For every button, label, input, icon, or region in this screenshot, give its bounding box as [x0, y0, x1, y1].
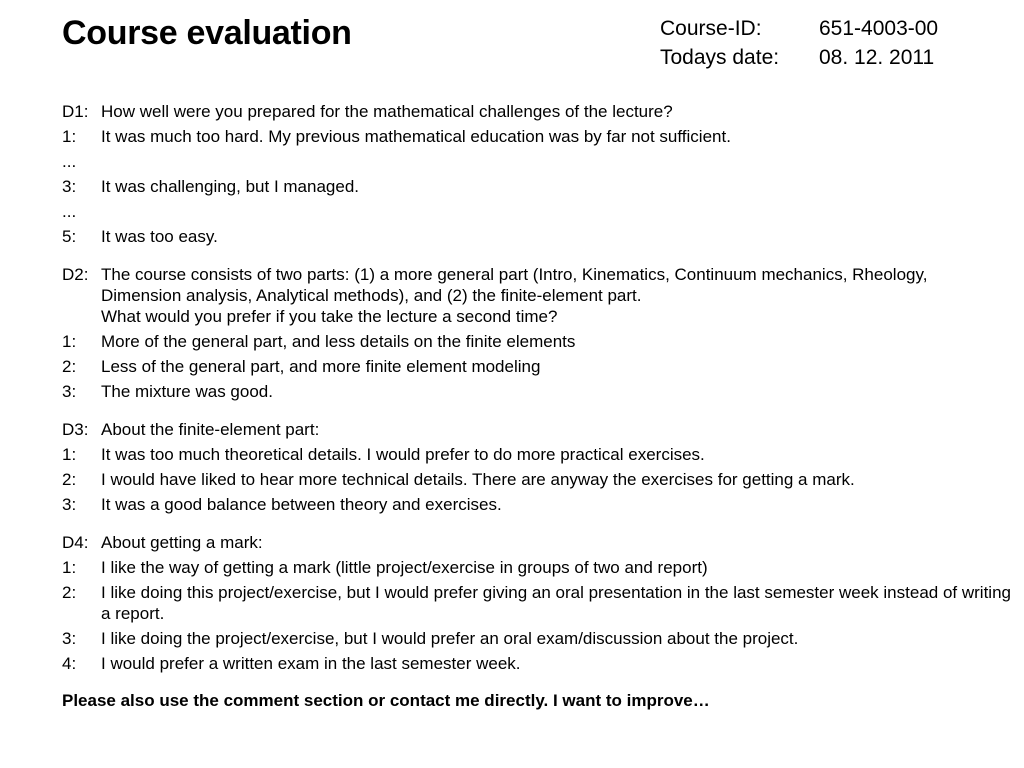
date-label: Todays date: [660, 46, 780, 69]
answer-number: 2: [62, 470, 77, 489]
question-block-d4 [62, 532, 1012, 674]
answer-option [62, 628, 1012, 649]
ellipsis: ... [62, 202, 77, 221]
question-block-d3 [62, 419, 1012, 515]
answer-option [62, 126, 1012, 147]
answer-number: 3: [62, 382, 77, 401]
course-id-value: 651-4003-00 [819, 17, 939, 40]
answer-number: 3: [62, 495, 77, 514]
course-meta [660, 14, 938, 72]
footer-note: Please also use the comment section or contact me directly. I want to improve… [62, 691, 710, 710]
answer-text: It was too much theoretical details. I would prefer to do more practical exercises. [101, 445, 705, 464]
ellipsis: ... [62, 152, 77, 171]
course-id-label: Course-ID: [660, 17, 762, 40]
question-number: D1: [62, 102, 89, 121]
answer-option [62, 444, 1012, 465]
evaluation-content [62, 101, 1012, 711]
answer-number: 3: [62, 177, 77, 196]
question-number: D3: [62, 420, 89, 439]
answer-text: It was challenging, but I managed. [101, 177, 359, 196]
question-d3 [62, 419, 1012, 440]
answer-text: I would prefer a written exam in the last semester week. [101, 654, 521, 673]
answer-option [62, 653, 1012, 674]
answer-text: It was a good balance between theory and exercises. [101, 495, 502, 514]
answer-number: 2: [62, 357, 77, 376]
answer-text: I like doing the project/exercise, but I would prefer an oral exam/discussion about the project. [101, 629, 799, 648]
answer-option [62, 557, 1012, 578]
answer-text: It was much too hard. My previous mathematical education was by far not sufficient. [101, 127, 731, 146]
question-d1 [62, 101, 1012, 122]
question-block-d1 [62, 101, 1012, 247]
answer-option [62, 381, 1012, 402]
answer-text: More of the general part, and less details on the finite elements [101, 332, 576, 351]
answer-number: 1: [62, 558, 77, 577]
answer-option [62, 582, 1012, 624]
question-number: D2: [62, 265, 89, 284]
question-number: D4: [62, 533, 89, 552]
question-d4 [62, 532, 1012, 553]
question-text: How well were you prepared for the mathematical challenges of the lecture? [101, 102, 673, 121]
answer-number: 1: [62, 445, 77, 464]
answer-number: 5: [62, 227, 77, 246]
answer-text: The mixture was good. [101, 382, 273, 401]
answer-number: 1: [62, 332, 77, 351]
question-d2 [62, 264, 1012, 327]
answer-text: Less of the general part, and more finite element modeling [101, 357, 541, 376]
question-text-wrapper [101, 264, 1012, 327]
question-text: The course consists of two parts: (1) a more general part (Intro, Kinematics, Continuum mechanics, Rheology, Dimension analysis, Analytical methods), and (2) the finite-element part. [101, 265, 928, 305]
question-text: About getting a mark: [101, 533, 263, 552]
date-value: 08. 12. 2011 [819, 46, 935, 69]
answer-number: 1: [62, 127, 77, 146]
question-text: About the finite-element part: [101, 420, 320, 439]
answer-number: 4: [62, 654, 77, 673]
question-subtext: What would you prefer if you take the lecture a second time? [101, 307, 558, 326]
answer-number: 3: [62, 629, 77, 648]
question-block-d2 [62, 264, 1012, 402]
answer-text: I would have liked to hear more technical details. There are anyway the exercises for getting a mark. [101, 470, 855, 489]
date-row [660, 43, 938, 72]
answer-option [62, 494, 1012, 515]
answer-number: 2: [62, 583, 77, 602]
answer-option [62, 226, 1012, 247]
answer-text: I like the way of getting a mark (little project/exercise in groups of two and report) [101, 558, 708, 577]
answer-option [62, 176, 1012, 197]
answer-option [62, 469, 1012, 490]
answer-text: It was too easy. [101, 227, 218, 246]
answer-option [62, 356, 1012, 377]
page-title: Course evaluation [62, 14, 352, 52]
course-id-row [660, 14, 938, 43]
answer-text: I like doing this project/exercise, but I would prefer giving an oral presentation in the last semester week instead of writing a report. [101, 583, 1011, 623]
answer-option [62, 331, 1012, 352]
